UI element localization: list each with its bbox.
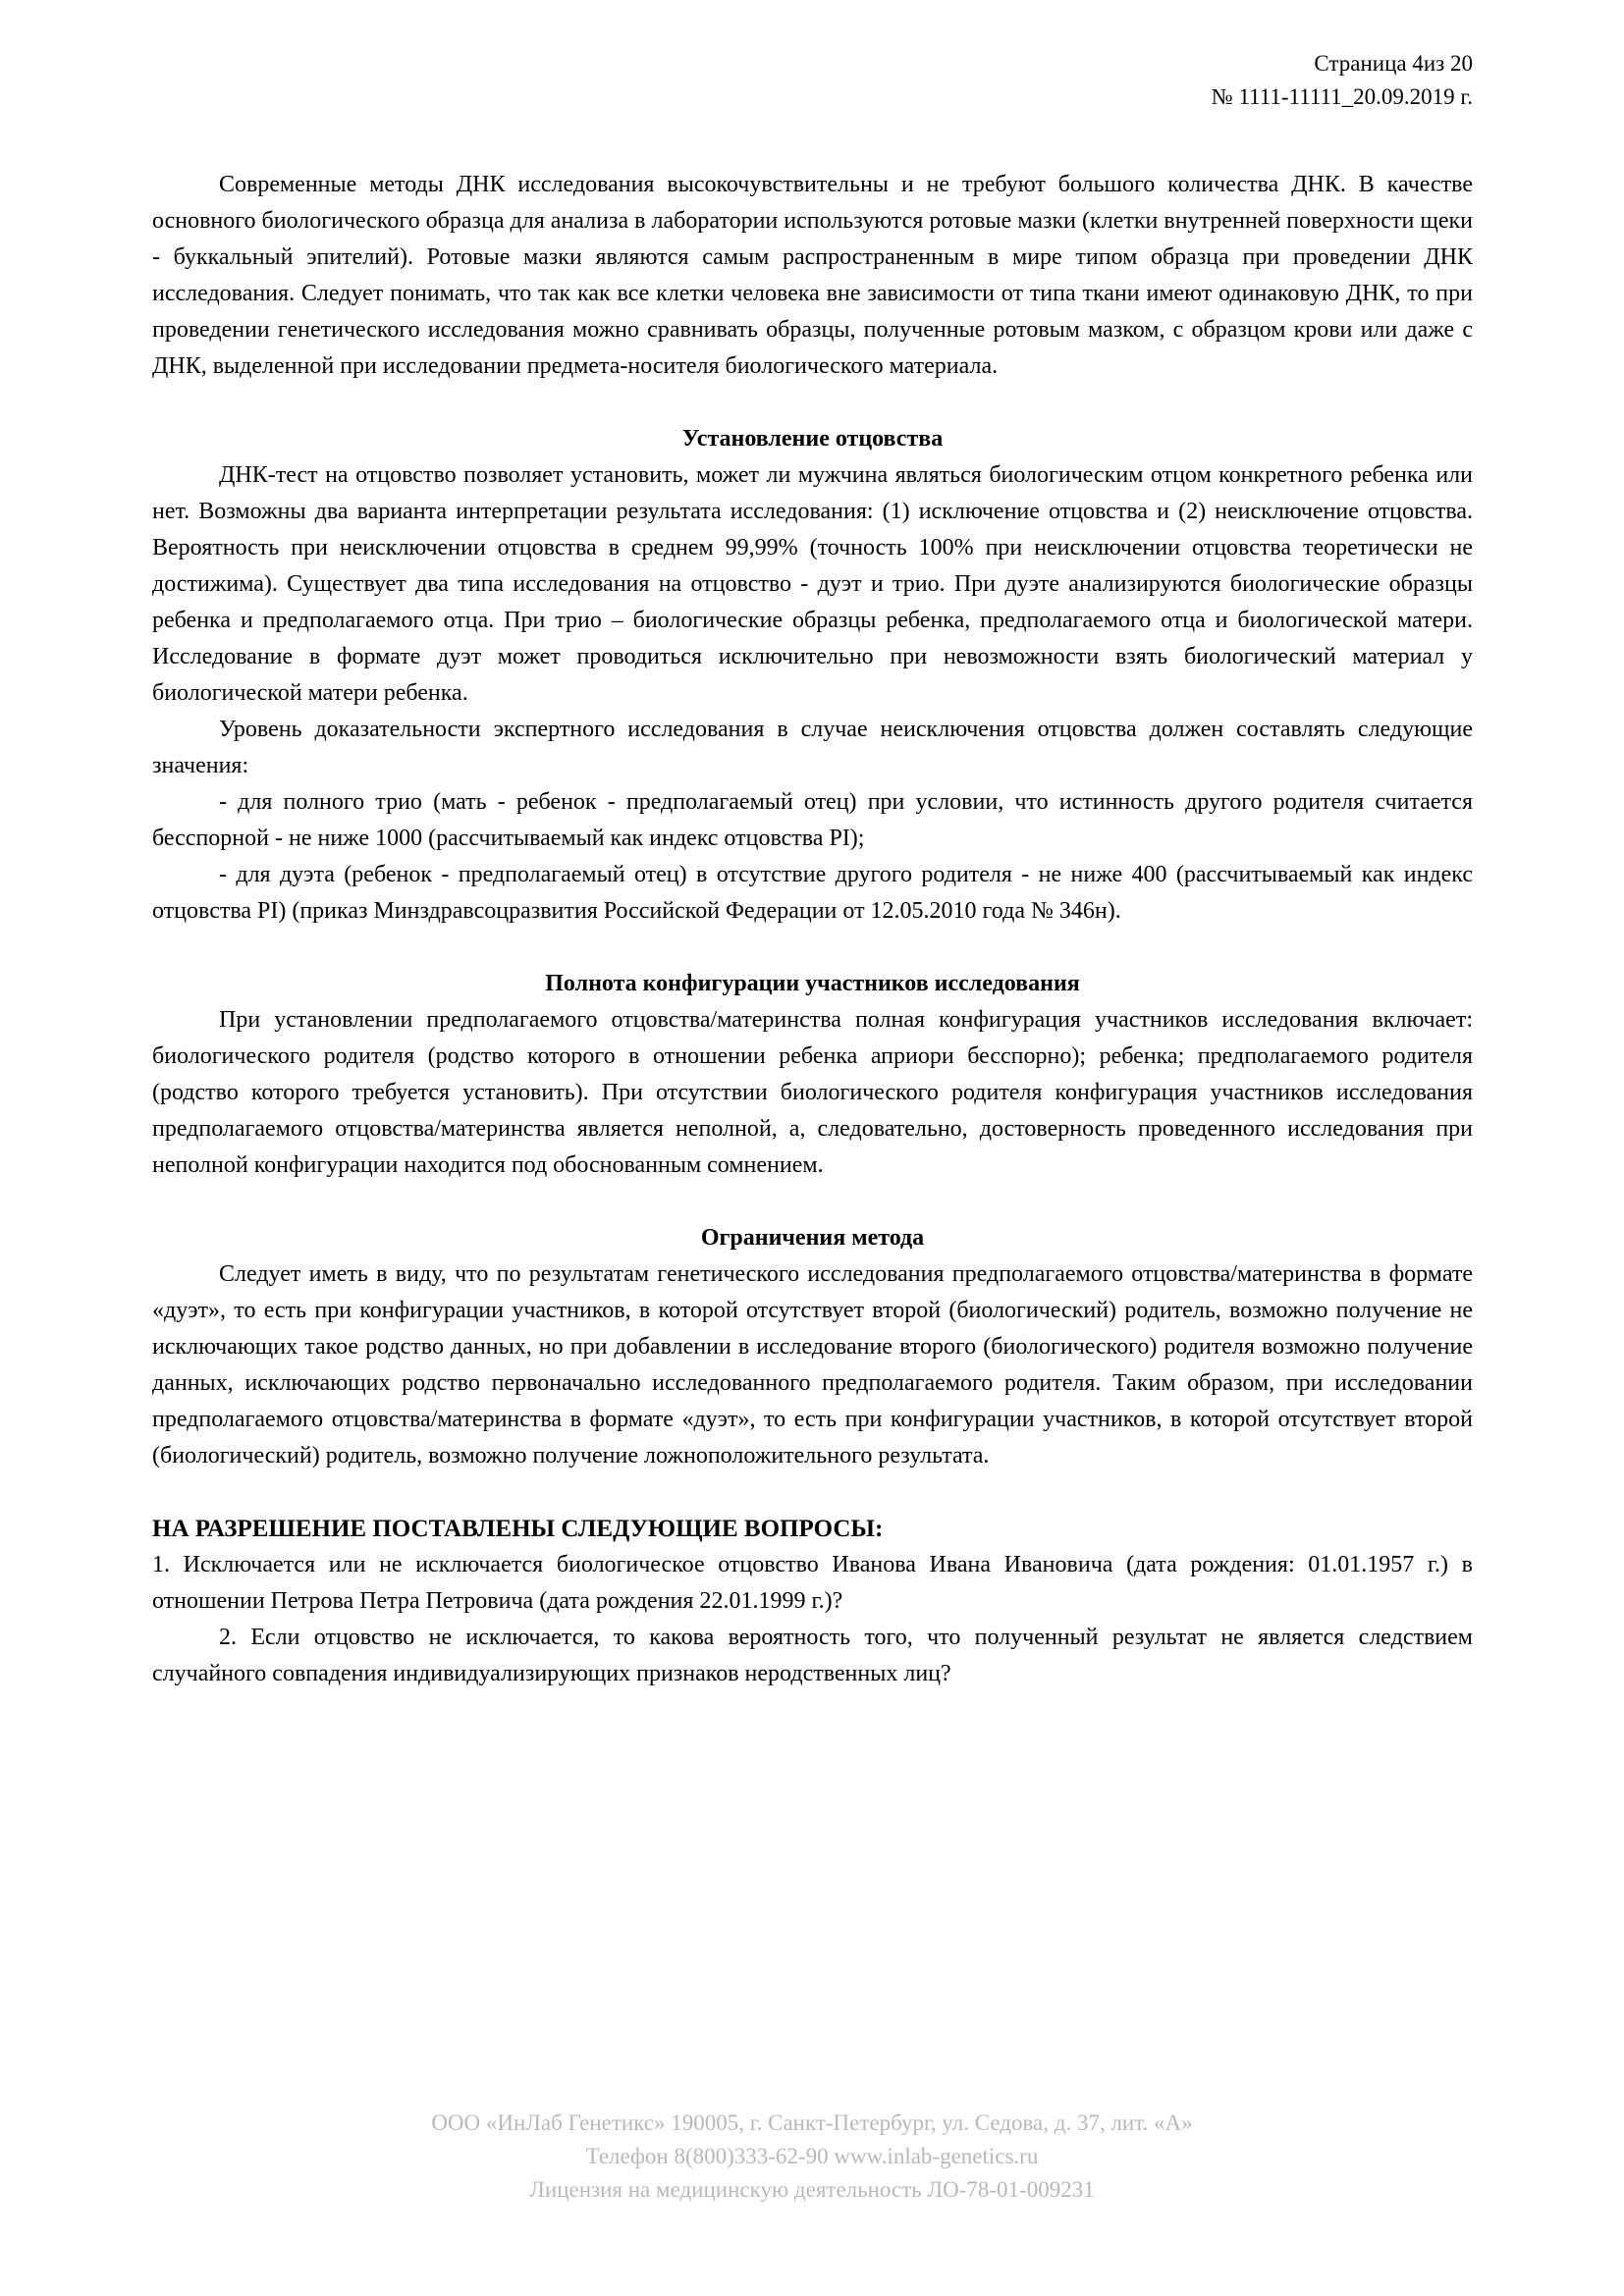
- paragraph-bullet-trio: - для полного трио (мать - ребенок - предполагаемый отец) при условии, что истинность другого родителя считается бесспорной - не ниже 1000 (рассчитываемый как индекс отцовства PI);: [152, 789, 1473, 851]
- paragraph: Следует иметь в виду, что по результатам генетического исследования предполагаемого отцовства/материнства в формате «дуэт», то есть при конфигурации участников, в которой отсутствует второй (биологический) родитель, возможно получение не исключающих такое родство данных, но при добавлении в исследование второго (биологического) родителя возможно получение данных, исключающих родство первоначально исследованного предполагаемого родителя. Таким образом, при исследовании предполагаемого отцовства/материнства в формате «дуэт», то есть при конфигурации участников, в которой отсутствует второй (биологический) родитель, возможно получение ложноположительного результата.: [152, 1261, 1473, 1468]
- footer-line-phone: Телефон 8(800)333-62-90 www.inlab-genetics.ru: [585, 2144, 1039, 2168]
- page-footer: [0, 2107, 1624, 2207]
- page-header: [152, 47, 1473, 114]
- footer-line-license: Лицензия на медицинскую деятельность ЛО-78-01-009231: [529, 2177, 1095, 2202]
- paragraph: ДНК-тест на отцовство позволяет установить, может ли мужчина являться биологическим отцом конкретного ребенка или нет. Возможны два варианта интерпретации результата исследования: (1) исключение отцовства и (2) неисключение отцовства. Вероятность при неисключении отцовства в среднем 99,99% (точность 100% при неисключении отцовства теоретически не достижима). Существует два типа исследования на отцовство - дуэт и трио. При дуэте анализируются биологические образцы ребенка и предполагаемого отца. При трио – биологические образцы ребенка, предполагаемого отца и биологической матери. Исследование в формате дуэт может проводиться исключительно при невозможности взять биологический материал у биологической матери ребенка.: [152, 462, 1473, 706]
- document-number: № 1111-11111_20.09.2019 г.: [1211, 84, 1473, 109]
- section-heading-limitations: Ограничения метода: [700, 1225, 925, 1251]
- intro-paragraph: Современные методы ДНК исследования высокочувствительны и не требуют большого количества ДНК. В качестве основного биологического образца для анализа в лаборатории используются ротовые мазки (клетки внутренней поверхности щеки - буккальный эпителий). Ротовые мазки являются самым распространенным в мире типом образца при проведении ДНК исследования. Следует понимать, что так как все клетки человека вне зависимости от типа ткани имеют одинаковую ДНК, то при проведении генетического исследования можно сравнивать образцы, полученные ротовым мазком, с образцом крови или даже с ДНК, выделенной при исследовании предмета-носителя биологического материала.: [152, 172, 1473, 379]
- paragraph: При установлении предполагаемого отцовства/материнства полная конфигурация участников исследования включает: биологического родителя (родство которого в отношении ребенка априори бесспорно); ребенка; предполагаемого родителя (родство которого требуется установить). При отсутствии биологического родителя конфигурация участников исследования предполагаемого отцовства/материнства является неполной, а, следовательно, достоверность проведенного исследования при неполной конфигурации находится под обоснованным сомнением.: [152, 1007, 1473, 1178]
- page-number: Страница 4из 20: [1314, 51, 1473, 76]
- question-item-2: 2. Если отцовство не исключается, то какова вероятность того, что полученный результат не является следствием случайного совпадения индивидуализирующих признаков неродственных лиц?: [152, 1625, 1473, 1686]
- question-item-1: 1. Исключается или не исключается биологическое отцовство Иванова Ивана Ивановича (дата рождения: 01.01.1957 г.) в отношении Петрова Петра Петровича (дата рождения 22.01.1999 г.)?: [152, 1552, 1473, 1614]
- questions-heading: НА РАЗРЕШЕНИЕ ПОСТАВЛЕНЫ СЛЕДУЮЩИЕ ВОПРОСЫ:: [152, 1516, 884, 1542]
- document-content: [152, 167, 1473, 1692]
- section-heading-paternity: Установление отцовства: [681, 426, 944, 452]
- section-heading-configuration: Полнота конфигурации участников исследования: [545, 971, 1080, 996]
- footer-line-company: ООО «ИнЛаб Генетикс» 190005, г. Санкт-Петербург, ул. Седова, д. 37, лит. «А»: [431, 2110, 1193, 2135]
- paragraph: Уровень доказательности экспертного исследования в случае неисключения отцовства должен составлять следующие значения:: [152, 717, 1473, 778]
- paragraph-bullet-duet: - для дуэта (ребенок - предполагаемый отец) в отсутствие другого родителя - не ниже 400 (рассчитываемый как индекс отцовства PI) (приказ Минздравсоцразвития Российской Федерации от 12.05.2010 года № 346н).: [152, 862, 1473, 924]
